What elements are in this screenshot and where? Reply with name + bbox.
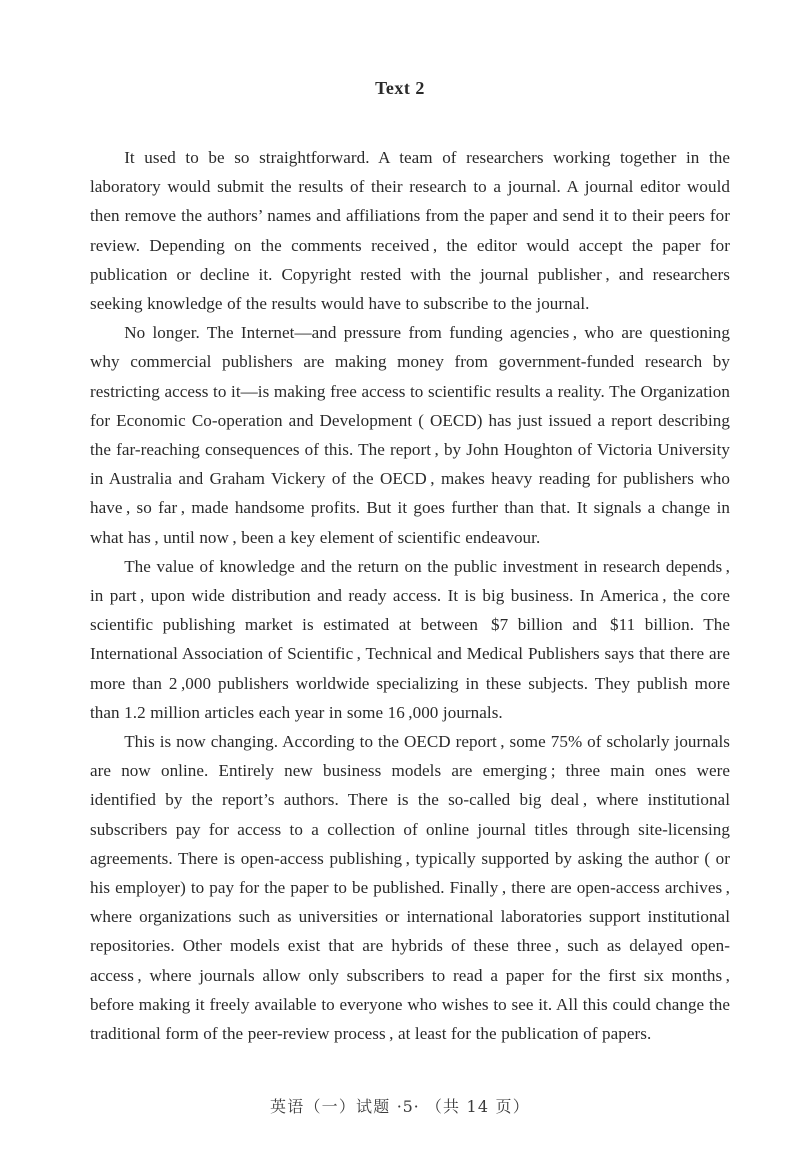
footer-page-number: ·5·	[396, 1097, 420, 1116]
passage-paragraph: It used to be so straightforward. A team of researchers working together in the laboratory would submit the results of their research to a journal. A journal editor would then remove the authors’ names and affiliations from the paper and send it to their peers for review. Depending on the comments received , the editor would accept the paper for publication or decline it. Copyright rested with the journal publisher , and researchers seeking knowledge of the results would have to subscribe to the journal.	[90, 148, 730, 314]
page-footer	[0, 1094, 800, 1117]
footer-total-pages: （共 14 页）	[425, 1097, 530, 1116]
footer-subject: 英语（一）试题	[270, 1097, 391, 1116]
page-title: Text 2	[375, 78, 425, 98]
passage-paragraph: The value of knowledge and the return on the public investment in research depends , in part , upon wide distribution and ready access. It is big business. In America , the core scientific publishing market is estimated at between $7 billion and $11 billion. The International Association of Scientific , Technical and Medical Publishers says that there are more than 2 ,000 publishers worldwide specializing in these subjects. They publish more than 1.2 million articles each year in some 16 ,000 journals.	[90, 556, 730, 722]
passage-paragraph: This is now changing. According to the OECD report , some 75% of scholarly journals are now online. Entirely new business models are emerging ; three main ones were identified by the report’s authors. There is the so-called big deal , where institutional subscribers pay for access to a collection of online journal titles through site-licensing agreements. There is open-access publishing , typically supported by asking the author ( or his employer) to pay for the paper to be published. Finally , there are open-access archives , where organizations such as universities or international laboratories support institutional repositories. Other models exist that are hybrids of these three , such as delayed open-access , where journals allow only subscribers to read a paper for the first six months , before making it freely available to everyone who wishes to see it. All this could change the traditional form of the peer-review process , at least for the publication of papers.	[90, 732, 730, 1044]
passage-paragraph: No longer. The Internet—and pressure from funding agencies , who are questioning why commercial publishers are making money from government-funded research by restricting access to it—is making free access to scientific results a reality. The Organization for Economic Co-operation and Development ( OECD) has just issued a report describing the far-reaching consequences of this. The report , by John Houghton of Victoria University in Australia and Graham Vickery of the OECD , makes heavy reading for publishers who have , so far , made handsome profits. But it goes further than that. It signals a change in what has , until now , been a key element of scientific endeavour.	[90, 323, 730, 547]
passage-body	[90, 143, 730, 1048]
